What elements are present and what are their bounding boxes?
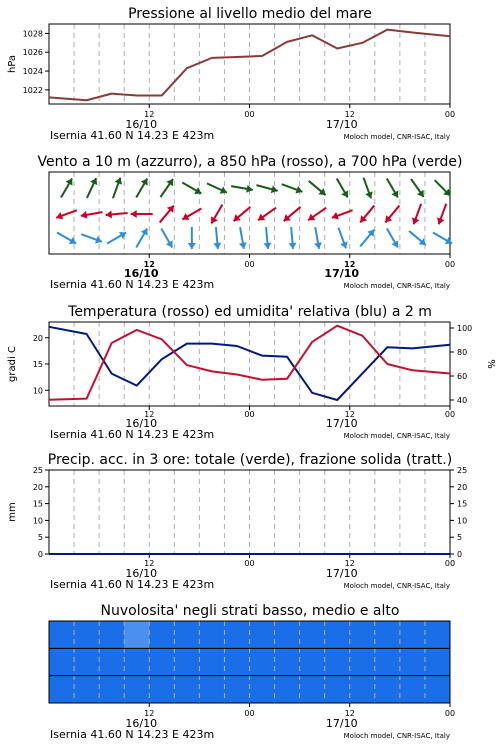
cloud-cell	[375, 676, 401, 703]
x-tick-label: 00	[244, 260, 255, 269]
wind-850-arrow	[182, 209, 201, 220]
cloud-cell	[149, 648, 175, 675]
wind-700-arrow	[207, 183, 227, 193]
wind-700-arrow	[160, 179, 173, 197]
y-tick-label-right: 5	[457, 533, 463, 543]
cloud-cell	[199, 621, 225, 648]
wind-10m-arrow	[213, 227, 221, 249]
cloud-cell	[49, 621, 75, 648]
y-tick-label-right: 40	[457, 396, 468, 405]
cloud-cell	[49, 648, 75, 675]
date-label: 16/10	[125, 567, 158, 580]
cloud-cell	[425, 648, 451, 675]
cloud-cell	[425, 676, 451, 703]
wind-10m-arrow	[107, 232, 126, 243]
wind-10m-arrow	[360, 230, 374, 247]
cloud-cell	[74, 648, 100, 675]
cloud-cell	[250, 621, 276, 648]
wind-700-arrow	[87, 178, 97, 198]
y-tick-label-right: 25	[457, 466, 468, 475]
cloud-cell	[149, 621, 175, 648]
x-tick-label: 00	[444, 709, 456, 718]
wind-10m-arrow	[57, 233, 76, 244]
x-tick-label: 12	[344, 260, 356, 269]
cloud-cell	[99, 621, 125, 648]
cloud-cell	[300, 648, 326, 675]
date-label: 16/10	[125, 717, 158, 730]
cloud-cell	[350, 648, 376, 675]
cloud-cell	[275, 648, 301, 675]
credit-label: Moloch model, CNR-ISAC, Italy	[343, 133, 450, 141]
wind-700-arrow	[309, 181, 326, 195]
wind-10m-arrow	[387, 228, 398, 247]
cloud-cell	[250, 648, 276, 675]
wind-10m-arrow	[263, 227, 271, 249]
x-tick-label: 12	[344, 559, 355, 568]
x-tick-label: 12	[344, 410, 355, 419]
wind-700-arrow	[182, 183, 201, 194]
cloud-cell	[400, 621, 426, 648]
wind-10m-arrow	[136, 228, 147, 247]
cloud-cell	[325, 621, 351, 648]
wind-850-arrow	[385, 206, 399, 223]
wind-850-arrow	[412, 204, 421, 225]
cloud-cell	[350, 676, 376, 703]
cloud-cell	[174, 648, 200, 675]
y-tick-label: 1028	[22, 29, 43, 39]
wind-700-arrow	[435, 180, 451, 196]
cloud-cell	[224, 676, 250, 703]
x-tick-label: 00	[444, 110, 456, 119]
wind-700-arrow	[364, 178, 373, 199]
y-axis-label: mm	[7, 502, 18, 522]
x-tick-label: 00	[244, 559, 255, 568]
wind-700-arrow	[411, 179, 424, 197]
y-tick-label-right: 10	[457, 516, 468, 526]
cloud-cell	[124, 676, 150, 703]
x-tick-label: 12	[143, 260, 155, 269]
y-tick-label-right: 15	[457, 499, 468, 509]
y-tick-label-right: 20	[457, 482, 468, 492]
cloud-cell	[149, 676, 175, 703]
cloud-cell	[350, 621, 376, 648]
y-tick-label: 20	[32, 333, 43, 343]
wind-850-arrow	[211, 204, 222, 223]
y-tick-label: 1024	[22, 67, 43, 77]
wind-10m-arrow	[161, 228, 172, 247]
x-tick-label: 12	[144, 110, 155, 119]
cloud-cell	[224, 648, 250, 675]
y-tick-label: 0	[37, 550, 43, 559]
wind-10m-arrow	[433, 233, 452, 244]
wind-10m-arrow	[409, 231, 426, 245]
y-tick-label: 1026	[22, 48, 43, 58]
cloud-cell	[199, 648, 225, 675]
y-tick-label-right: 0	[457, 550, 463, 559]
panel-title: Temperatura (rosso) ed umidita' relativa (blu) a 2 m	[68, 304, 432, 320]
cloud-cell	[250, 676, 276, 703]
wind-10m-arrow	[314, 227, 322, 249]
y-axis-label: gradi C	[7, 346, 18, 382]
date-label: 16/10	[125, 417, 158, 430]
cloud-cell	[49, 676, 75, 703]
date-label: 17/10	[325, 118, 358, 131]
x-tick-label: 12	[344, 110, 355, 119]
wind-700-arrow	[337, 178, 348, 197]
y-tick-label: 15	[32, 499, 43, 509]
wind-850-arrow	[160, 206, 174, 223]
panel-title: Nuvolosita' negli strati basso, medio e alto	[100, 603, 400, 619]
y-tick-label-right: 80	[457, 348, 468, 357]
y-tick-label: 20	[32, 482, 43, 492]
x-tick-label: 12	[144, 709, 155, 718]
date-label: 17/10	[325, 567, 358, 580]
credit-label: Moloch model, CNR-ISAC, Italy	[343, 432, 450, 440]
wind-700-arrow	[61, 178, 72, 197]
cloud-cell	[99, 648, 125, 675]
y-tick-label: 10	[32, 516, 43, 526]
y-axis-label-right: %	[485, 359, 496, 369]
wind-850-arrow	[284, 207, 301, 221]
cloud-cell	[325, 676, 351, 703]
wind-850-arrow	[258, 208, 276, 221]
cloud-cell	[124, 648, 150, 675]
date-label: 17/10	[324, 267, 360, 280]
cloud-cell	[174, 621, 200, 648]
cloud-cell	[224, 621, 250, 648]
cloud-cell	[300, 676, 326, 703]
y-axis-label: hPa	[7, 54, 18, 74]
cloud-cell	[74, 676, 100, 703]
date-label: 17/10	[325, 417, 358, 430]
wind-10m-arrow	[338, 228, 347, 249]
panel-title: Vento a 10 m (azzurro), a 850 hPa (rosso), a 700 hPa (verde)	[37, 154, 463, 170]
cloud-cell	[325, 648, 351, 675]
cloud-cell	[74, 621, 100, 648]
cloud-cell	[425, 621, 451, 648]
wind-10m-arrow	[289, 227, 297, 249]
location-label: Isernia 41.60 N 14.23 E 423m	[50, 278, 215, 291]
y-tick-label: 5	[37, 533, 43, 543]
wind-850-arrow	[308, 208, 326, 221]
credit-label: Moloch model, CNR-ISAC, Italy	[343, 732, 450, 740]
x-tick-label: 12	[344, 709, 355, 718]
wind-850-arrow	[437, 204, 446, 225]
date-label: 16/10	[125, 118, 158, 131]
wind-700-arrow	[136, 178, 147, 197]
y-tick-label-right: 60	[457, 372, 468, 381]
x-tick-label: 00	[244, 110, 255, 119]
location-label: Isernia 41.60 N 14.23 E 423m	[50, 129, 215, 142]
y-tick-label: 1022	[22, 85, 43, 95]
cloud-cell	[124, 621, 150, 648]
x-tick-label: 00	[444, 559, 456, 568]
x-tick-label: 00	[244, 709, 255, 718]
cloud-cell	[375, 621, 401, 648]
date-label: 16/10	[123, 267, 159, 280]
x-tick-label: 12	[144, 559, 155, 568]
location-label: Isernia 41.60 N 14.23 E 423m	[50, 578, 215, 591]
y-tick-label: 10	[32, 386, 43, 396]
x-tick-label: 12	[144, 410, 155, 419]
cloud-cell	[400, 648, 426, 675]
x-tick-label: 00	[444, 260, 456, 269]
cloud-cell	[400, 676, 426, 703]
wind-850-arrow	[360, 206, 374, 223]
x-tick-label: 00	[444, 410, 456, 419]
x-tick-label: 00	[244, 410, 255, 419]
wind-700-arrow	[387, 178, 398, 197]
y-tick-label: 25	[32, 466, 43, 475]
credit-label: Moloch model, CNR-ISAC, Italy	[343, 582, 450, 590]
date-label: 17/10	[325, 717, 358, 730]
wind-10m-arrow	[188, 227, 196, 249]
cloud-cell	[275, 621, 301, 648]
wind-700-arrow	[113, 178, 122, 199]
panel-title: Pressione al livello medio del mare	[128, 6, 372, 22]
location-label: Isernia 41.60 N 14.23 E 423m	[50, 428, 215, 441]
location-label: Isernia 41.60 N 14.23 E 423m	[50, 728, 215, 741]
y-tick-label-right: 100	[457, 324, 473, 333]
cloud-cell	[275, 676, 301, 703]
wind-10m-arrow	[239, 227, 247, 249]
cloud-cell	[375, 648, 401, 675]
credit-label: Moloch model, CNR-ISAC, Italy	[343, 282, 450, 290]
wind-850-arrow	[234, 207, 251, 221]
cloud-cell	[99, 676, 125, 703]
cloud-cell	[174, 676, 200, 703]
y-tick-label: 15	[32, 360, 43, 369]
panel-title: Precip. acc. in 3 ore: totale (verde), frazione solida (tratt.)	[47, 452, 453, 468]
cloud-cell	[300, 621, 326, 648]
cloud-cell	[199, 676, 225, 703]
